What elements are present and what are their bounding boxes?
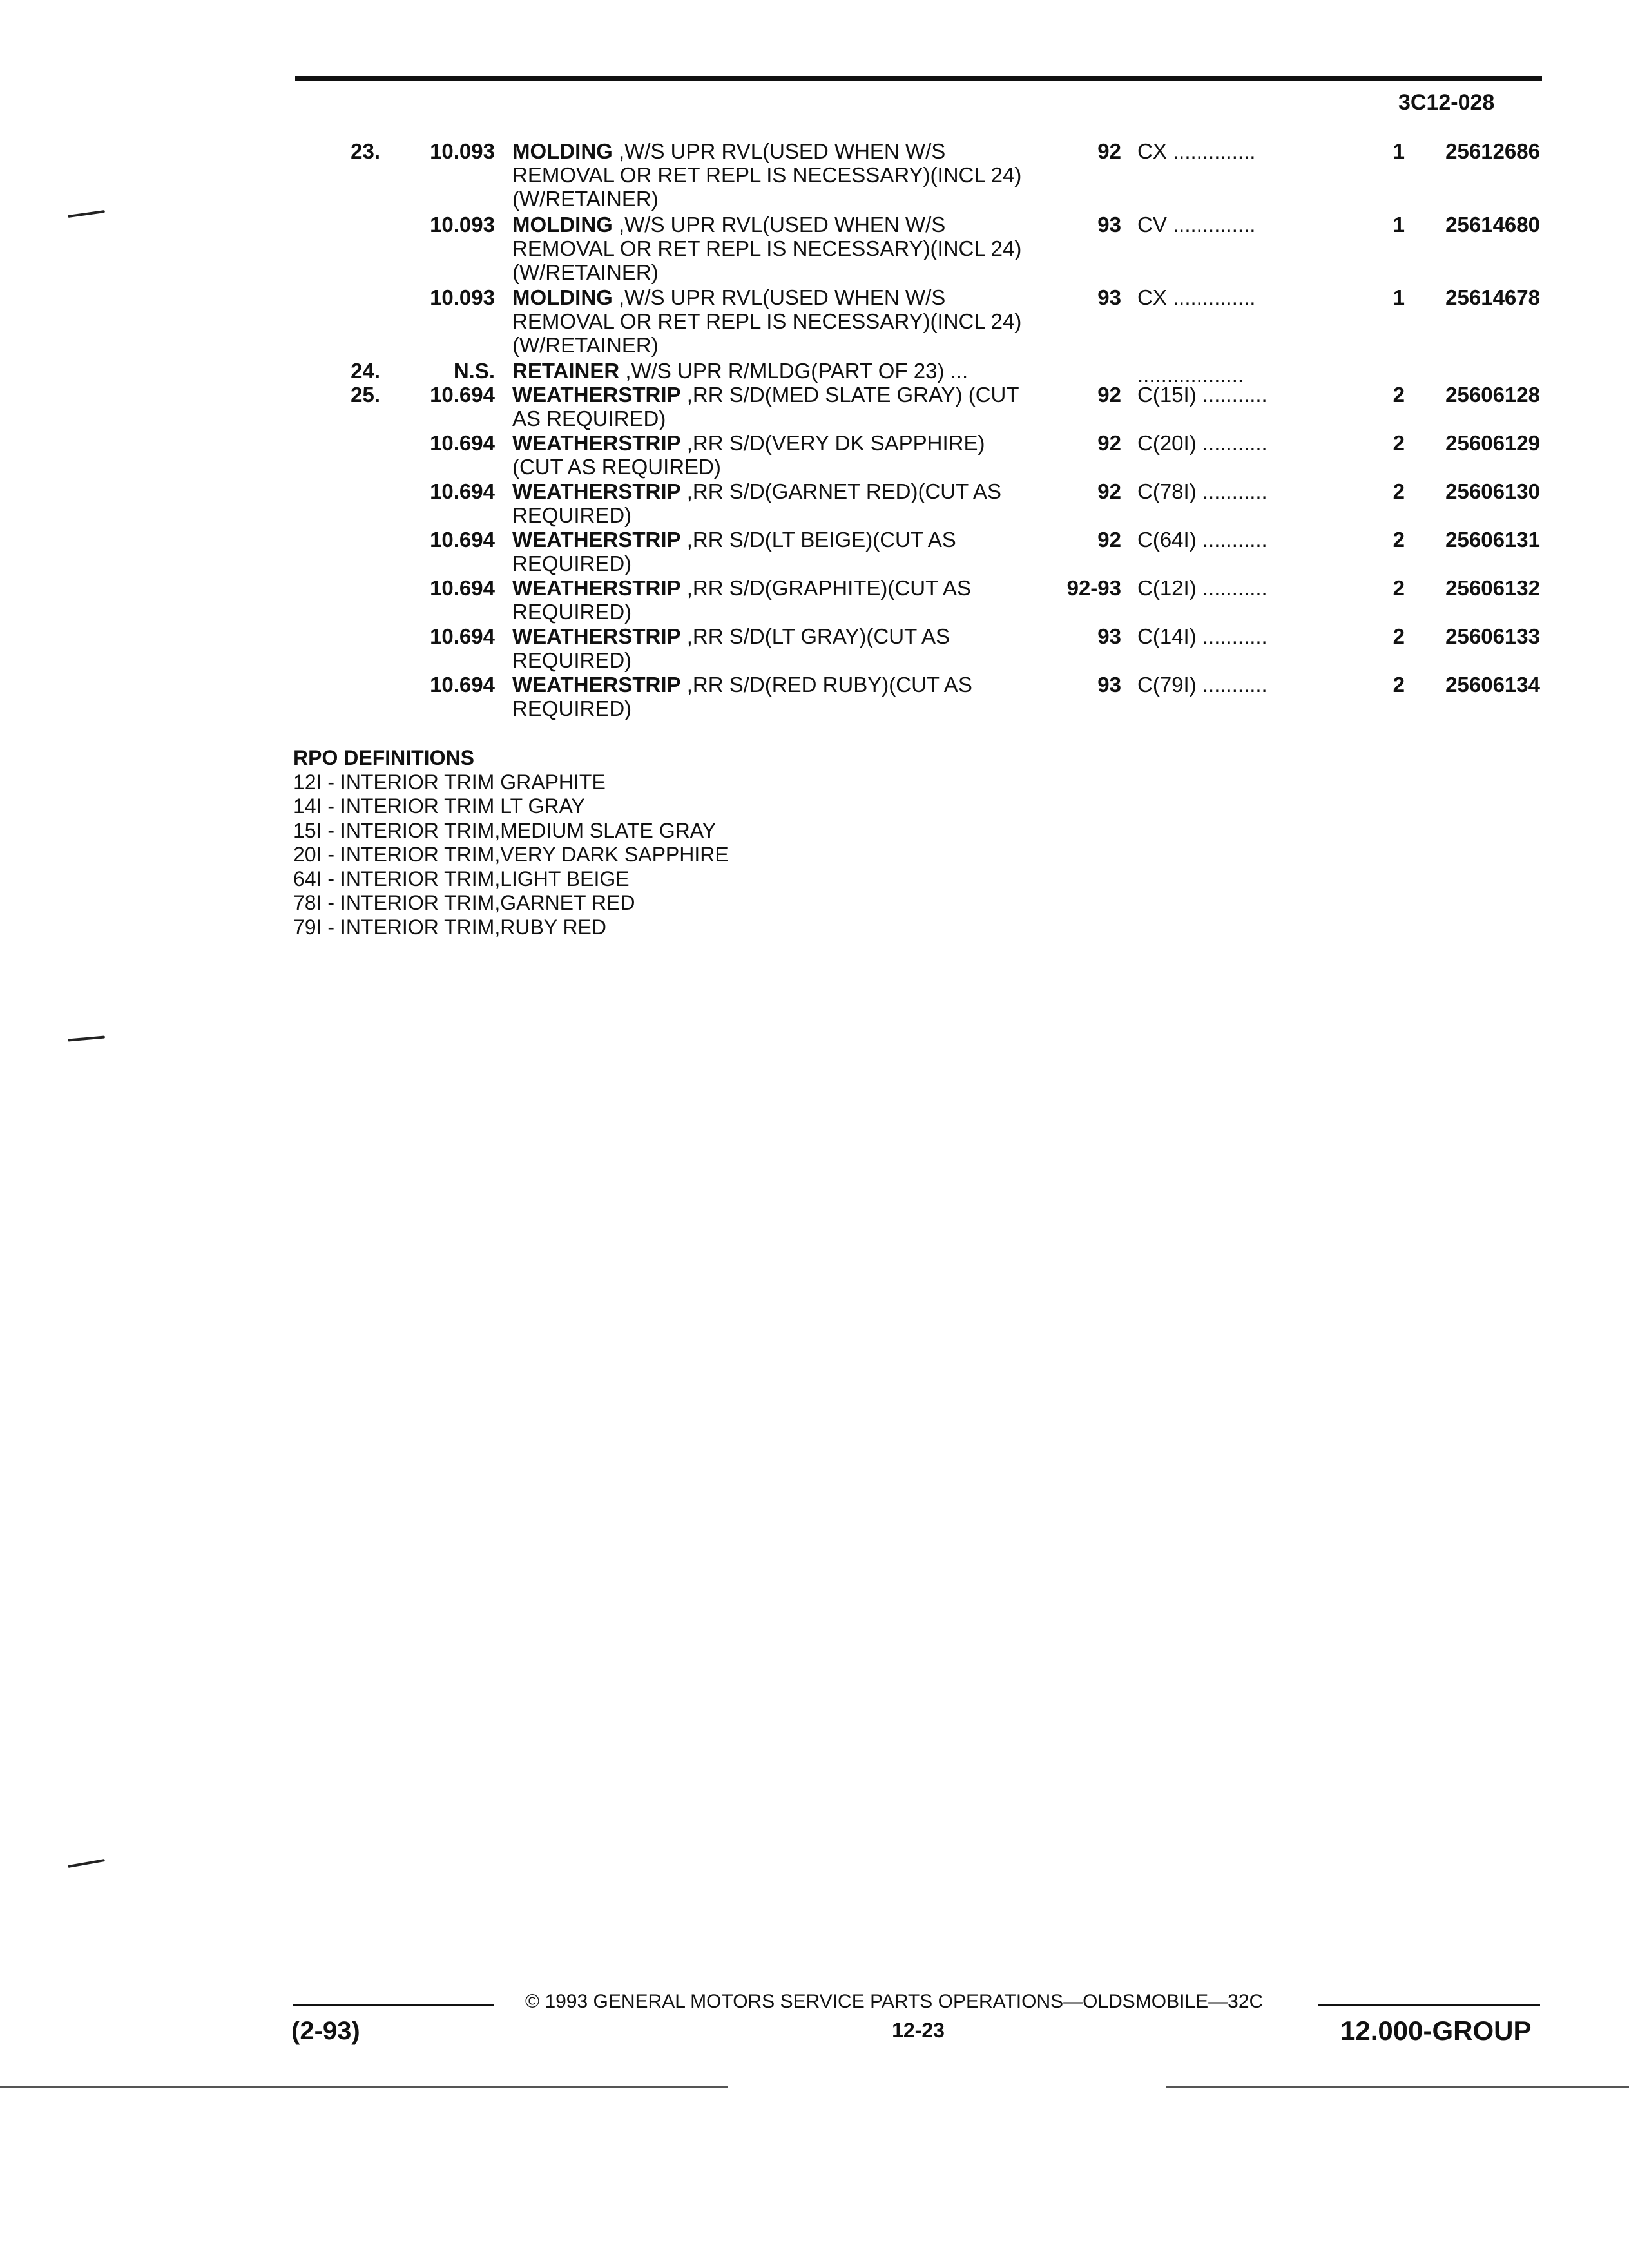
rpo-item: 12I - INTERIOR TRIM GRAPHITE — [293, 770, 606, 794]
model-year: 92 — [1097, 383, 1121, 407]
part-name: WEATHERSTRIP — [512, 528, 681, 552]
model-code: CV .............. — [1137, 213, 1256, 236]
model-code: C(12I) ........... — [1137, 576, 1268, 600]
group-number: 10.694 — [430, 383, 495, 407]
part-name: WEATHERSTRIP — [512, 673, 681, 697]
model-code: CX .............. — [1137, 285, 1256, 309]
rpo-item: 79I - INTERIOR TRIM,RUBY RED — [293, 915, 606, 939]
group-number: 10.694 — [430, 576, 495, 600]
copyright-notice: © 1993 GENERAL MOTORS SERVICE PARTS OPERATIONS—OLDSMOBILE—32C — [525, 1991, 1264, 2012]
part-number: 25606132 — [1445, 576, 1540, 600]
model-year: 93 — [1097, 213, 1121, 236]
part-description — [512, 431, 1028, 479]
model-year: 93 — [1097, 624, 1121, 648]
part-description — [512, 673, 1028, 720]
part-name: WEATHERSTRIP — [512, 576, 681, 600]
group-number: 10.694 — [430, 624, 495, 648]
model-year: 92-93 — [1066, 576, 1121, 600]
part-detail: ,RR S/D(GARNET RED)(CUT AS REQUIRED) — [512, 479, 1002, 527]
quantity: 2 — [1393, 383, 1405, 407]
model-year: 92 — [1097, 431, 1121, 455]
part-description — [512, 576, 1028, 624]
group-number: 10.093 — [430, 285, 495, 309]
ref-number: 24. — [351, 359, 380, 383]
quantity: 2 — [1393, 528, 1405, 552]
rpo-item: 15I - INTERIOR TRIM,MEDIUM SLATE GRAY — [293, 818, 717, 842]
group-number: 10.694 — [430, 479, 495, 503]
margin-mark — [68, 210, 105, 218]
margin-mark — [68, 1859, 105, 1868]
model-year: 92 — [1097, 479, 1121, 503]
group-number: 10.694 — [430, 431, 495, 455]
ref-number: 23. — [351, 139, 380, 163]
part-name: MOLDING — [512, 139, 613, 163]
part-description — [512, 624, 1028, 672]
part-detail: ,W/S UPR RVL(USED WHEN W/S REMOVAL OR RET REPL IS NECESSARY)(INCL 24)(W/RETAINER) — [512, 139, 1022, 211]
ref-number: 25. — [351, 383, 380, 407]
part-detail: ,RR S/D(LT BEIGE)(CUT AS REQUIRED) — [512, 528, 956, 575]
quantity: 1 — [1393, 285, 1405, 309]
part-name: WEATHERSTRIP — [512, 479, 681, 503]
part-description — [512, 285, 1028, 357]
revision-date: (2-93) — [291, 2017, 360, 2045]
part-number: 25606131 — [1445, 528, 1540, 552]
quantity: 2 — [1393, 479, 1405, 503]
part-number: 25614678 — [1445, 285, 1540, 309]
page-code: 3C12-028 — [1398, 90, 1495, 115]
part-number: 25612686 — [1445, 139, 1540, 163]
quantity: 2 — [1393, 576, 1405, 600]
part-detail: ,W/S UPR RVL(USED WHEN W/S REMOVAL OR RET REPL IS NECESSARY)(INCL 24)(W/RETAINER) — [512, 213, 1022, 284]
part-description — [512, 383, 1028, 430]
rpo-item: 20I - INTERIOR TRIM,VERY DARK SAPPHIRE — [293, 843, 729, 866]
quantity: 2 — [1393, 673, 1405, 697]
page-number: 12-23 — [892, 2019, 945, 2042]
model-year: 93 — [1097, 285, 1121, 309]
rpo-item: 78I - INTERIOR TRIM,GARNET RED — [293, 891, 635, 914]
part-name: MOLDING — [512, 285, 613, 309]
model-code: CX .............. — [1137, 139, 1256, 163]
part-number: 25606134 — [1445, 673, 1540, 697]
part-description — [512, 213, 1028, 284]
model-year: 92 — [1097, 139, 1121, 163]
footer-rule-left — [293, 2004, 494, 2006]
part-description — [512, 528, 1028, 575]
margin-mark — [68, 1035, 105, 1041]
model-year: 92 — [1097, 528, 1121, 552]
part-detail: ,RR S/D(VERY DK SAPPHIRE) (CUT AS REQUIRED) — [512, 431, 985, 479]
scan-edge-line — [0, 2086, 728, 2088]
group-number: 10.694 — [430, 528, 495, 552]
model-code: C(15I) ........... — [1137, 383, 1268, 407]
part-number: 25606128 — [1445, 383, 1540, 407]
quantity: 1 — [1393, 139, 1405, 163]
part-description — [512, 359, 1028, 383]
model-year: 93 — [1097, 673, 1121, 697]
part-detail: ,RR S/D(GRAPHITE)(CUT AS REQUIRED) — [512, 576, 971, 624]
quantity: 2 — [1393, 431, 1405, 455]
model-code: .................. — [1137, 363, 1244, 387]
part-detail: ,W/S UPR R/MLDG(PART OF 23) ... — [619, 359, 969, 383]
part-name: RETAINER — [512, 359, 620, 383]
group-number: 10.093 — [430, 139, 495, 163]
scan-edge-line — [1166, 2086, 1629, 2088]
part-number: 25606129 — [1445, 431, 1540, 455]
model-code: C(20I) ........... — [1137, 431, 1268, 455]
rpo-title: RPO DEFINITIONS — [293, 746, 474, 769]
rpo-item: 14I - INTERIOR TRIM LT GRAY — [293, 794, 585, 818]
rpo-definitions — [293, 746, 729, 939]
group-number: 10.694 — [430, 673, 495, 697]
quantity: 2 — [1393, 624, 1405, 648]
part-name: WEATHERSTRIP — [512, 624, 681, 648]
part-detail: ,W/S UPR RVL(USED WHEN W/S REMOVAL OR RET REPL IS NECESSARY)(INCL 24)(W/RETAINER) — [512, 285, 1022, 357]
model-code: C(79I) ........... — [1137, 673, 1268, 697]
part-name: WEATHERSTRIP — [512, 383, 681, 407]
group-label: 12.000-GROUP — [1340, 2015, 1532, 2046]
part-name: WEATHERSTRIP — [512, 431, 681, 455]
quantity: 1 — [1393, 213, 1405, 236]
group-number: 10.093 — [430, 213, 495, 236]
part-detail: ,RR S/D(RED RUBY)(CUT AS REQUIRED) — [512, 673, 972, 720]
group-number: N.S. — [453, 359, 495, 383]
part-description — [512, 139, 1028, 211]
model-code: C(14I) ........... — [1137, 624, 1268, 648]
part-number: 25606130 — [1445, 479, 1540, 503]
rpo-item: 64I - INTERIOR TRIM,LIGHT BEIGE — [293, 867, 630, 890]
part-description — [512, 479, 1028, 527]
footer-rule-right — [1318, 2004, 1540, 2006]
part-name: MOLDING — [512, 213, 613, 236]
header-rule — [295, 76, 1542, 81]
part-number: 25614680 — [1445, 213, 1540, 236]
part-detail: ,RR S/D(LT GRAY)(CUT AS REQUIRED) — [512, 624, 950, 672]
part-detail: ,RR S/D(MED SLATE GRAY) (CUT AS REQUIRED) — [512, 383, 1019, 430]
model-code: C(78I) ........... — [1137, 479, 1268, 503]
part-number: 25606133 — [1445, 624, 1540, 648]
model-code: C(64I) ........... — [1137, 528, 1268, 552]
